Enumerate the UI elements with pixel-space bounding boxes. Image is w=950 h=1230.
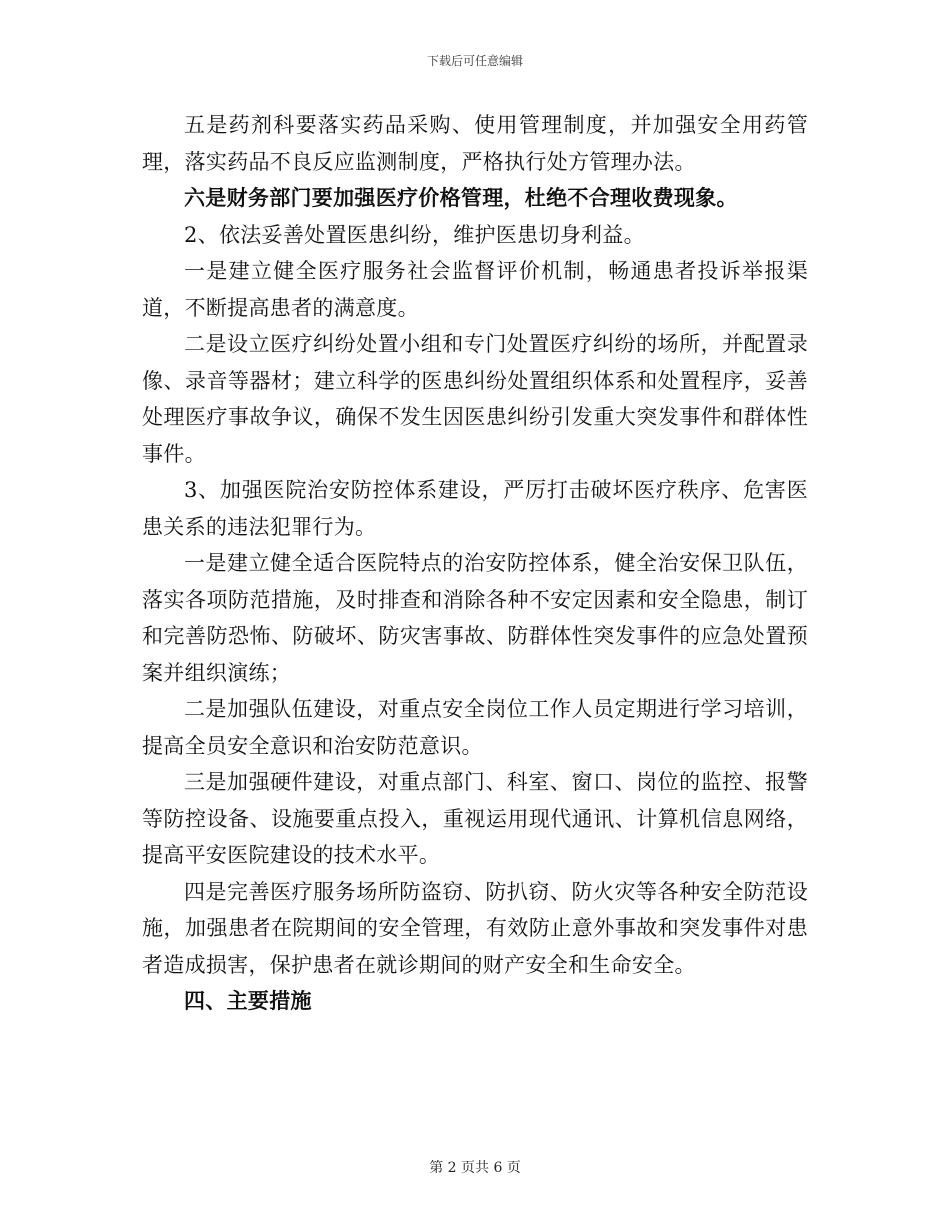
paragraph: 一是建立健全适合医院特点的治安防控体系，健全治安保卫队伍，落实各项防范措施，及时排查和消除各种不安定因素和安全隐患，制订和完善防恐怖、防破坏、防灾害事故、防群体性突发事件的应急处置预案并组织演练； xyxy=(142,551,808,685)
page-number-footer: 第 2 页共 6 页 xyxy=(429,1160,521,1176)
paragraph: 三是加强硬件建设，对重点部门、科室、窗口、岗位的监控、报警等防控设备、设施要重点投入，重视运用现代通讯、计算机信息网络，提高平安医院建设的技术水平。 xyxy=(142,770,808,867)
paragraph-bold-heading: 六是财务部门要加强医疗价格管理，杜绝不合理收费现象。 xyxy=(184,185,738,210)
paragraph: 四是完善医疗服务场所防盗窃、防扒窃、防火灾等各种安全防范设施，加强患者在院期间的安全管理，有效防止意外事故和突发事件对患者造成损害，保护患者在就诊期间的财产安全和生命安全。 xyxy=(142,879,808,977)
paragraph-section-heading: 2、依法妥善处置医患纠纷，维护医患切身利益。 xyxy=(184,222,645,247)
paragraph: 二是加强队伍建设，对重点安全岗位工作人员定期进行学习培训，提高全员安全意识和治安防范意识。 xyxy=(142,697,808,758)
paragraph: 五是药剂科要落实药品采购、使用管理制度，并加强安全用药管理，落实药品不良反应监测制度，严格执行处方管理办法。 xyxy=(142,113,808,174)
page-header-note: 下载后可任意编辑 xyxy=(426,54,523,68)
paragraph: 二是设立医疗纠纷处置小组和专门处置医疗纠纷的场所，并配置录像、录音等器材；建立科学的医患纠纷处置组织体系和处置程序，妥善处理医疗事故争议，确保不发生因医患纠纷引发重大突发事件和群体性事件。 xyxy=(142,332,808,466)
paragraph-section-heading: 3、加强医院治安防控体系建设，严厉打击破坏医疗秩序、危害医患关系的违法犯罪行为。 xyxy=(142,478,808,539)
paragraph: 一是建立健全医疗服务社会监督评价机制，畅通患者投诉举报渠道，不断提高患者的满意度。 xyxy=(142,259,808,320)
document-body xyxy=(142,107,808,1020)
section-heading-main-measures: 四、主要措施 xyxy=(184,988,312,1013)
